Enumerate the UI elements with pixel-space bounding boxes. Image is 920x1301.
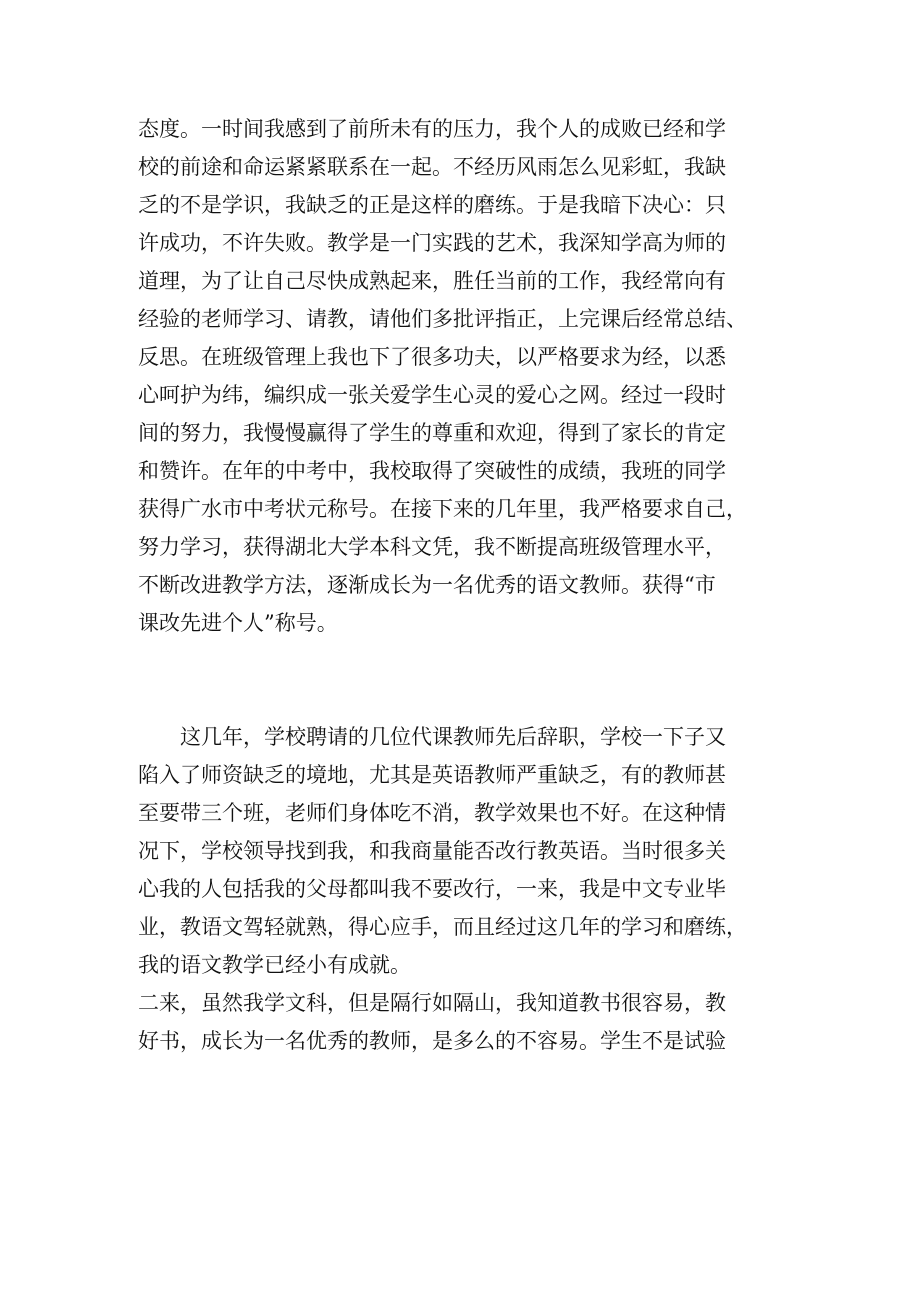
text-line: 课改先进个人”称号。	[138, 611, 338, 635]
text-line: 这几年，学校聘请的几位代课教师先后辞职，学校一下子又	[138, 725, 726, 749]
paragraph-gap	[138, 642, 788, 680]
text-line: 努力学习，获得湖北大学本科文凭，我不断提高班级管理水平，	[138, 535, 726, 559]
text-line: 和赞许。在年的中考中，我校取得了突破性的成绩，我班的同学	[138, 459, 726, 483]
text-line: 陷入了师资缺乏的境地，尤其是英语教师严重缺乏，有的教师甚	[138, 763, 726, 787]
document-body	[138, 110, 788, 1060]
text-line: 不断改进教学方法，逐渐成长为一名优秀的语文教师。获得“市	[138, 573, 716, 597]
text-line: 二来，虽然我学文科，但是隔行如隔山，我知道教书很容易，教	[138, 991, 726, 1015]
text-line: 至要带三个班，老师们身体吃不消，教学效果也不好。在这种情	[138, 801, 726, 825]
text-line: 道理，为了让自己尽快成熟起来，胜任当前的工作，我经常向有	[138, 269, 726, 293]
text-line: 况下，学校领导找到我，和我商量能否改行教英语。当时很多关	[138, 839, 726, 863]
text-line: 反思。在班级管理上我也下了很多功夫，以严格要求为经，以悉	[138, 345, 726, 369]
text-line: 获得广水市中考状元称号。在接下来的几年里，我严格要求自己，	[138, 497, 747, 521]
text-line: 我的语文教学已经小有成就。	[138, 953, 411, 977]
text-line: 好书，成长为一名优秀的教师，是多么的不容易。学生不是试验	[138, 1029, 726, 1053]
text-line: 校的前途和命运紧紧联系在一起。不经历风雨怎么见彩虹，我缺	[138, 155, 726, 179]
text-line: 间的努力，我慢慢赢得了学生的尊重和欢迎，得到了家长的肯定	[138, 421, 726, 445]
text-line: 经验的老师学习、请教，请他们多批评指正，上完课后经常总结、	[138, 307, 747, 331]
paragraph-gap	[138, 680, 788, 718]
text-line: 心我的人包括我的父母都叫我不要改行，一来，我是中文专业毕	[138, 877, 726, 901]
text-line: 业，教语文驾轻就熟，得心应手，而且经过这几年的学习和磨练，	[138, 915, 747, 939]
text-line: 心呵护为纬，编织成一张关爱学生心灵的爱心之网。经过一段时	[138, 383, 726, 407]
text-line: 态度。一时间我感到了前所未有的压力，我个人的成败已经和学	[138, 117, 726, 141]
text-line: 乏的不是学识，我缺乏的正是这样的磨练。于是我暗下决心：只	[138, 193, 726, 217]
text-line: 许成功，不许失败。教学是一门实践的艺术，我深知学高为师的	[138, 231, 726, 255]
